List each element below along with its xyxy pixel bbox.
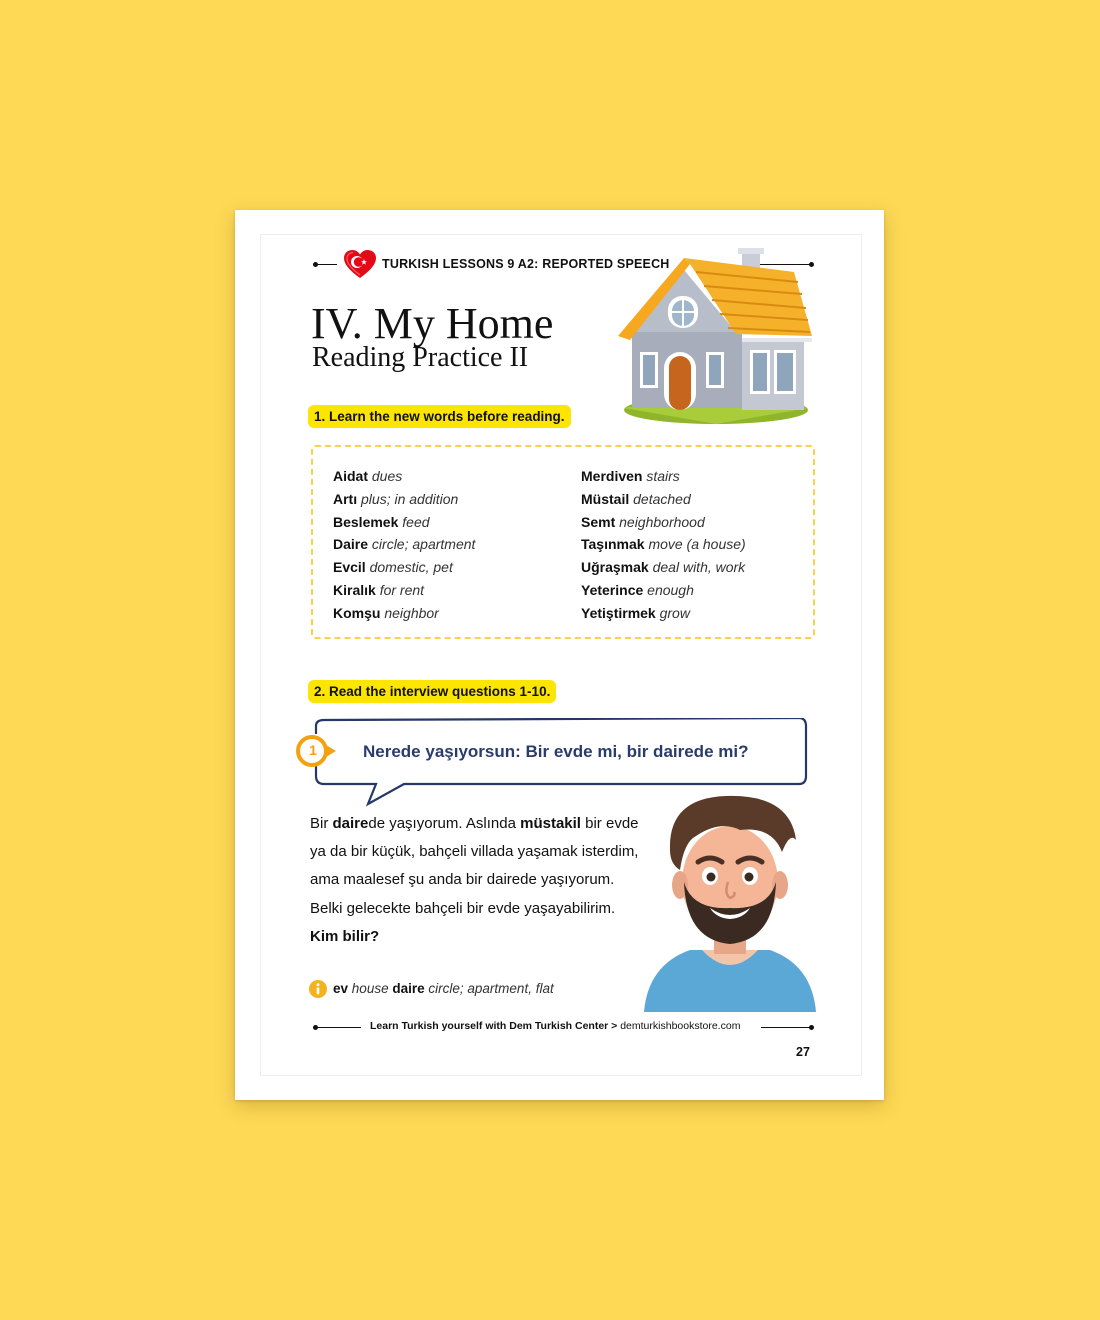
- footer-text: Learn Turkish yourself with Dem Turkish Center > demturkishbookstore.com: [370, 1020, 741, 1032]
- header-title: TURKISH LESSONS 9 A2: REPORTED SPEECH: [382, 257, 670, 271]
- question-text: Nerede yaşıyorsun: Bir evde mi, bir dairede mi?: [363, 742, 749, 761]
- vocabulary-box: [311, 445, 815, 639]
- house-illustration: [612, 248, 817, 434]
- vocab-item: Taşınmak move (a house): [581, 536, 746, 553]
- note-text: ev house daire circle; apartment, flat: [333, 981, 554, 996]
- vocab-item: Merdiven stairs: [581, 468, 680, 484]
- page-footer: [313, 1018, 815, 1036]
- footer-line-dot-right: [809, 1025, 814, 1030]
- vocab-item: Yetiştirmek grow: [581, 604, 690, 621]
- vocab-item: Kiralık for rent: [333, 581, 425, 598]
- vocab-item: Evcil domestic, pet: [333, 559, 453, 576]
- page-number: 27: [796, 1045, 810, 1059]
- vocab-item: Müstail detached: [581, 490, 691, 507]
- turkish-flag-heart-icon: [343, 249, 377, 279]
- answer-line: ama maalesef şu anda bir dairede yaşıyorum.: [310, 871, 615, 889]
- vocab-item: Daire circle; apartment: [333, 536, 476, 553]
- question-number: 1: [309, 742, 317, 758]
- vocab-item: Komşu neighbor: [333, 604, 439, 621]
- vocab-column-left: [333, 465, 475, 625]
- answer-line: Bir dairede yaşıyorum. Aslında müstakil bir evde: [310, 815, 639, 832]
- section-1-label: 1. Learn the new words before reading.: [308, 405, 571, 428]
- page-title: IV. My Home: [311, 299, 554, 348]
- page-subtitle: Reading Practice II: [312, 342, 529, 373]
- answer-line: Belki gelecekte bahçeli bir evde yaşayabilirim.: [310, 899, 616, 917]
- footer-line-right: [761, 1027, 813, 1028]
- vocab-item: Yeterince enough: [581, 581, 694, 598]
- vocab-item: Uğraşmak deal with, work: [581, 559, 746, 576]
- vocab-item: Artı plus; in addition: [333, 490, 459, 507]
- vocab-item: Semt neighborhood: [581, 513, 705, 530]
- vocab-column-right: [581, 465, 746, 625]
- answer-line: ya da bir küçük, bahçeli villada yaşamak isterdim,: [310, 843, 639, 861]
- header-line-left: [313, 264, 337, 265]
- answer-paragraph: [310, 810, 680, 951]
- info-icon: [309, 980, 327, 998]
- vocab-item: Beslemek feed: [333, 513, 430, 530]
- footer-line-left: [313, 1027, 361, 1028]
- answer-line: Kim bilir?: [310, 927, 380, 945]
- vocab-item: Aidat dues: [333, 468, 403, 484]
- section-2-label: 2. Read the interview questions 1-10.: [308, 680, 556, 703]
- man-illustration: [640, 790, 820, 1015]
